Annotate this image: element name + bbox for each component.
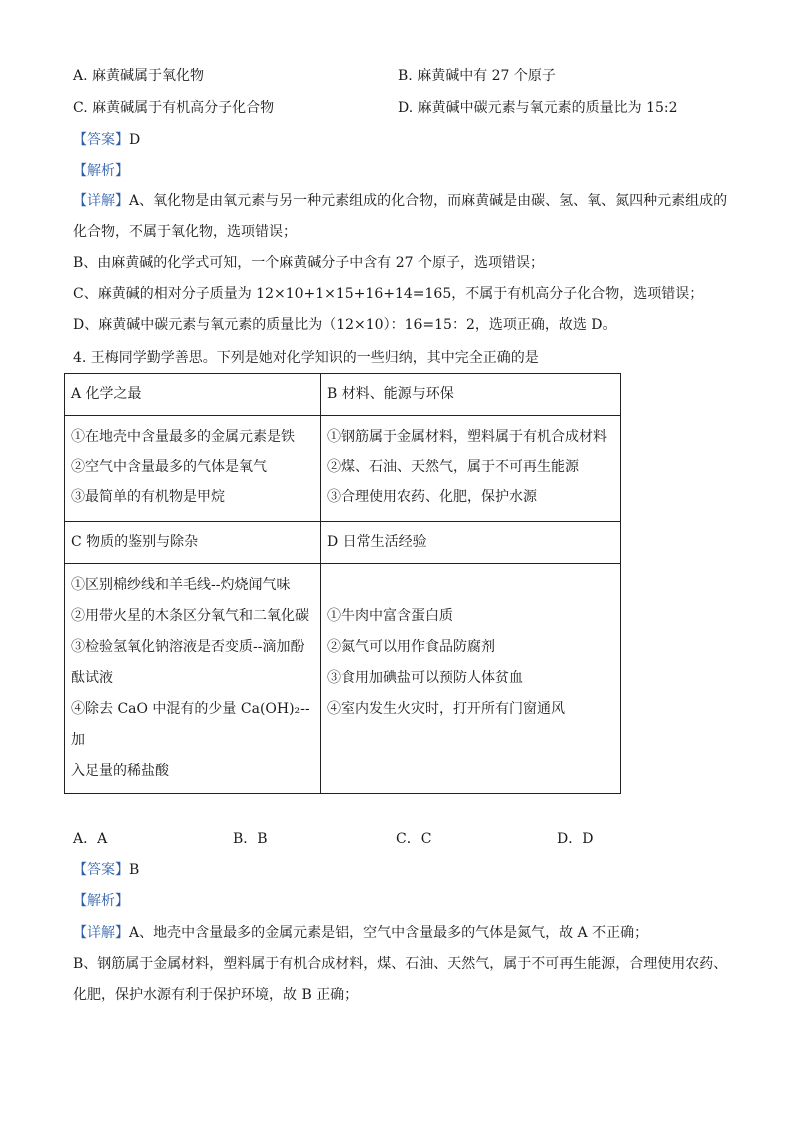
detail-line-2: B、钢筋属于金属材料，塑料属于有机合成材料，煤、石油、天然气，属于不可再生能源，合理使用农药、 [73,956,728,972]
detail-line-1 [73,186,733,217]
q4-stem: 4. 王梅同学勤学善思。下列是她对化学知识的一些归纳，其中完全正确的是 [73,350,539,366]
detail-tag: 【详解】 [73,193,129,209]
detail-line-3: 化肥，保护水源有利于保护环境，故 B 正确； [73,987,359,1003]
table-item: 酞试液 [71,670,113,686]
q4-option-d: D．D [557,831,594,847]
table-cell-a [65,416,321,522]
table-cell-b [321,416,621,522]
table-item: ③合理使用农药、化肥，保护水源 [327,489,537,505]
q3-detail [73,186,733,341]
table-header-b: B 材料、能源与环保 [321,374,621,416]
table-item: ④室内发生火灾时，打开所有门窗通风 [327,701,565,717]
q4-detail [73,918,733,1011]
answer-value: D [129,132,141,148]
table-cell-d [321,564,621,794]
detail-text: A、氧化物是由氧元素与另一种元素组成的化合物，而麻黄碱是由碳、氢、氧、氮四种元素组成的 [129,193,728,209]
q3-option-a: A. 麻黄碱属于氧化物 [73,68,205,84]
table-item: ②空气中含量最多的气体是氧气 [71,459,267,475]
detail-line-2: 化合物，不属于氧化物，选项错误； [73,224,297,240]
table-item: ①牛肉中富含蛋白质 [327,608,453,624]
analysis-tag: 【解析】 [73,163,129,179]
table-item: ①在地壳中含量最多的金属元素是铁 [71,429,295,445]
table-cell-c [65,564,321,794]
q4-option-a: A．A [73,831,108,847]
detail-line-4: C、麻黄碱的相对分子质量为 12×10+1×15+16+14=165，不属于有机高分子化合物，选项错误； [73,286,704,302]
answer-value: B [129,862,140,878]
q4-answer [73,860,139,880]
table-header-c: C 物质的鉴别与除杂 [65,522,321,564]
detail-line-5: D、麻黄碱中碳元素与氧元素的质量比为（12×10）：16=15：2，选项正确，故选 D。 [73,317,617,333]
q3-analysis-tag [73,161,129,181]
q4-analysis-tag [73,891,129,911]
table-item: ④除去 CaO 中混有的少量 Ca(OH)₂--加 [71,701,310,748]
table-item: ②用带火星的木条区分氧气和二氧化碳 [71,608,309,624]
answer-tag: 【答案】 [73,862,129,878]
q4-option-c: C．C [396,831,432,847]
table-item: ③食用加碘盐可以预防人体贫血 [327,670,523,686]
q4-option-b: B．B [233,831,268,847]
answer-tag: 【答案】 [73,132,129,148]
table-item: ③最简单的有机物是甲烷 [71,489,225,505]
q4-table [64,373,621,794]
table-item: ①区别棉纱线和羊毛线--灼烧闻气味 [71,577,291,593]
table-item: 入足量的稀盐酸 [71,763,169,779]
table-header-a: A 化学之最 [65,374,321,416]
table-item: ②煤、石油、天然气，属于不可再生能源 [327,459,579,475]
table-item: ①钢筋属于金属材料，塑料属于有机合成材料 [327,429,607,445]
detail-text: A、地壳中含量最多的金属元素是铝，空气中含量最多的气体是氮气，故 A 不正确； [129,925,649,941]
detail-line-3: B、由麻黄碱的化学式可知，一个麻黄碱分子中含有 27 个原子，选项错误； [73,255,545,271]
q3-answer [73,130,140,150]
q3-option-c: C. 麻黄碱属于有机高分子化合物 [73,100,275,116]
analysis-tag: 【解析】 [73,893,129,909]
table-header-d: D 日常生活经验 [321,522,621,564]
table-item: ②氮气可以用作食品防腐剂 [327,639,495,655]
detail-tag: 【详解】 [73,925,129,941]
detail-line-1 [73,918,733,949]
table-item: ③检验氢氧化钠溶液是否变质--滴加酚 [71,639,305,655]
q3-option-d: D. 麻黄碱中碳元素与氧元素的质量比为 15:2 [398,100,678,116]
q3-option-b: B. 麻黄碱中有 27 个原子 [398,68,556,84]
